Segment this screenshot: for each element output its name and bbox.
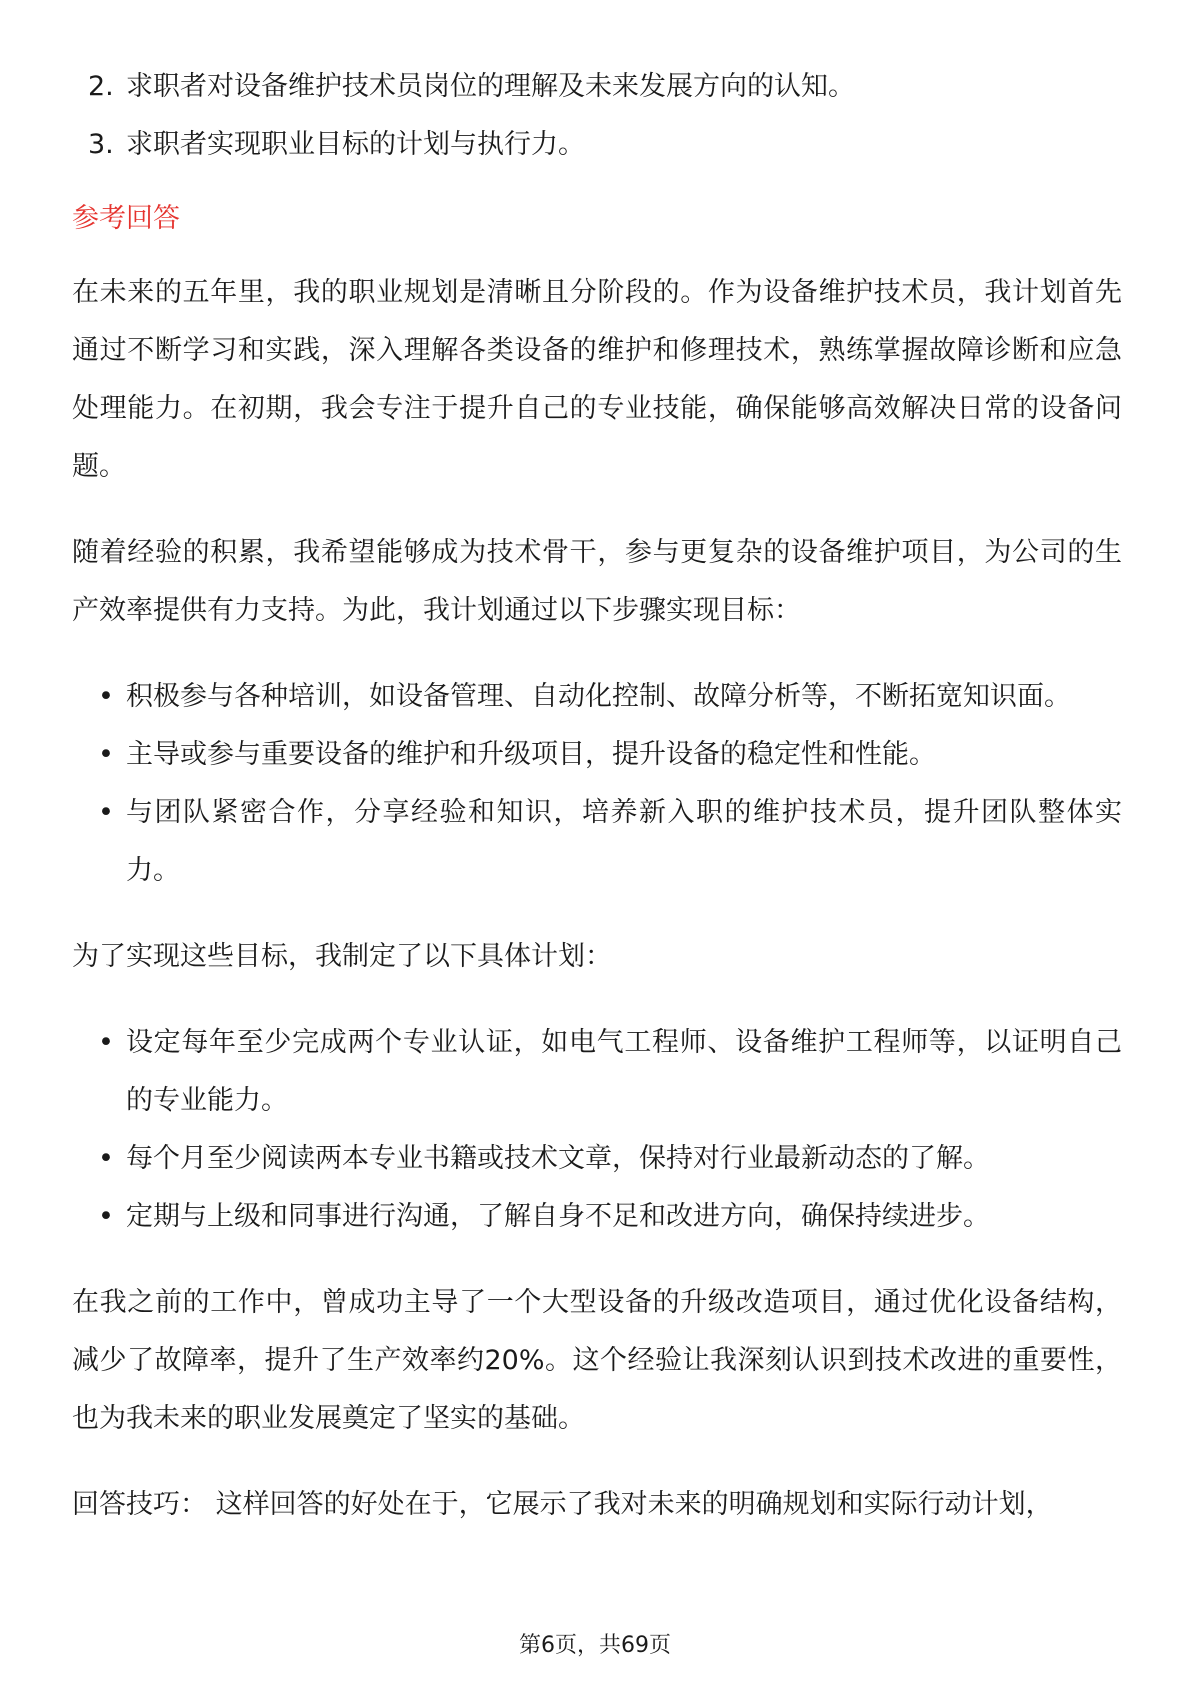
list-item (72, 1014, 1122, 1130)
answer-paragraph-1: 在未来的五年里，我的职业规划是清晰且分阶段的。作为设备维护技术员，我计划首先通过不断学习和实践，深入理解各类设备的维护和修理技术，熟练掌握故障诊断和应急处理能力。在初期，我会专注于提升自己的专业技能，确保能够高效解决日常的设备问题。 (72, 277, 1122, 482)
list-item-text: 积极参与各种培训，如设备管理、自动化控制、故障分析等，不断拓宽知识面。 (126, 681, 1071, 712)
section-heading: 参考回答 (72, 203, 180, 234)
page-content (72, 58, 1122, 1534)
list-item (72, 784, 1122, 900)
page-number-footer: 第6页，共69页 (519, 1633, 671, 1658)
question-focus-list (72, 58, 1122, 174)
list-number: 3. (88, 129, 114, 160)
list-item (72, 1130, 1122, 1188)
goal-steps-list (72, 668, 1122, 900)
plan-list (72, 1014, 1122, 1246)
bullet-icon: • (98, 739, 114, 770)
bullet-icon: • (98, 797, 114, 828)
list-item-text: 与团队紧密合作，分享经验和知识，培养新入职的维护技术员，提升团队整体实力。 (126, 797, 1122, 886)
bullet-icon: • (98, 681, 114, 712)
list-item-text: 主导或参与重要设备的维护和升级项目，提升设备的稳定性和性能。 (126, 739, 936, 770)
answer-paragraph-2: 随着经验的积累，我希望能够成为技术骨干，参与更复杂的设备维护项目，为公司的生产效率提供有力支持。为此，我计划通过以下步骤实现目标： (72, 537, 1122, 626)
list-item (72, 116, 1122, 174)
list-item (72, 58, 1122, 116)
answer-paragraph-3: 为了实现这些目标，我制定了以下具体计划： (72, 941, 612, 972)
list-item (72, 668, 1122, 726)
list-item (72, 726, 1122, 784)
answer-paragraph-4: 在我之前的工作中，曾成功主导了一个大型设备的升级改造项目，通过优化设备结构，减少了故障率，提升了生产效率约20%。这个经验让我深刻认识到技术改进的重要性，也为我未来的职业发展奠定了坚实的基础。 (72, 1287, 1122, 1434)
bullet-icon: • (98, 1143, 114, 1174)
list-item-text: 定期与上级和同事进行沟通，了解自身不足和改进方向，确保持续进步。 (126, 1201, 990, 1232)
list-item-text: 每个月至少阅读两本专业书籍或技术文章，保持对行业最新动态的了解。 (126, 1143, 990, 1174)
answer-tips-paragraph: 回答技巧： 这样回答的好处在于，它展示了我对未来的明确规划和实际行动计划， (72, 1489, 1053, 1520)
bullet-icon: • (98, 1201, 114, 1232)
bullet-icon: • (98, 1027, 114, 1058)
list-item-text: 设定每年至少完成两个专业认证，如电气工程师、设备维护工程师等，以证明自己的专业能力。 (126, 1027, 1122, 1116)
list-item-text: 求职者实现职业目标的计划与执行力。 (126, 129, 585, 160)
list-item-text: 求职者对设备维护技术员岗位的理解及未来发展方向的认知。 (126, 71, 855, 102)
list-item (72, 1188, 1122, 1246)
list-number: 2. (88, 71, 114, 102)
